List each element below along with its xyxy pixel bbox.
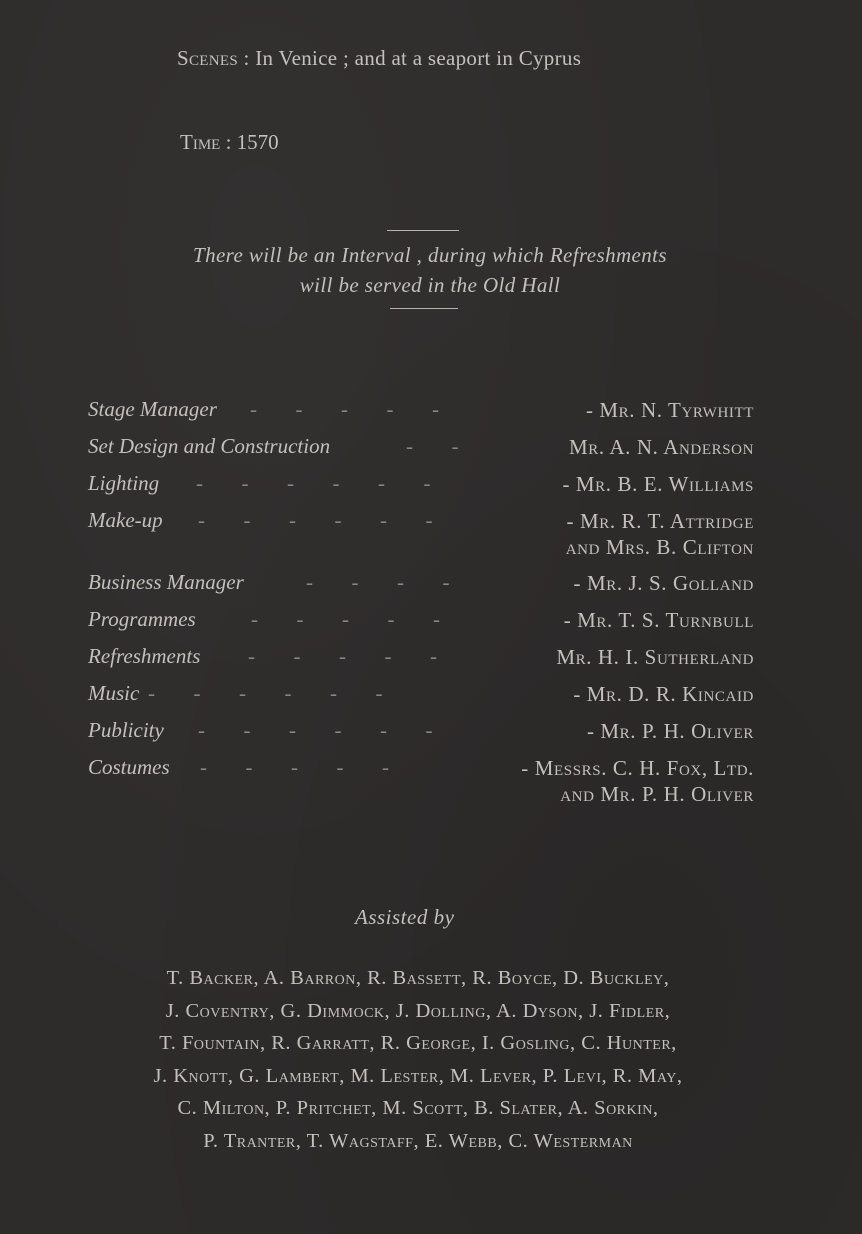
credit-name [556, 644, 754, 670]
divider-top [387, 230, 459, 231]
credit-row [88, 471, 758, 508]
credit-row [88, 434, 758, 471]
credit-row [88, 570, 758, 607]
credit-name [566, 508, 754, 560]
interval-line-2: will be served in the Old Hall [299, 273, 561, 297]
assistants-list [78, 962, 758, 1157]
credit-row [88, 397, 758, 434]
leader-dashes: - - [406, 434, 460, 458]
credit-name-line: - Messrs. C. H. Fox, Ltd. [521, 756, 754, 780]
credit-row [88, 607, 758, 644]
credit-row [88, 508, 758, 570]
credit-name-line: Mr. A. N. Anderson [569, 435, 754, 459]
leader-dashes: - - - - - - [198, 508, 434, 532]
credit-name [574, 570, 755, 596]
leader-dashes: - - - - - [248, 644, 438, 668]
credit-row [88, 718, 758, 755]
time-line [180, 130, 279, 155]
credit-name [569, 434, 754, 460]
credits-list [88, 397, 758, 817]
credit-name [573, 681, 754, 707]
credit-name-line: - Mr. R. T. Attridge [566, 509, 754, 533]
credit-name-line: and Mr. P. H. Oliver [560, 782, 754, 806]
leader-dashes: - - - - - - [198, 718, 434, 742]
credit-name-line: - Mr. B. E. Williams [562, 472, 754, 496]
credit-name-line: - Mr. J. S. Golland [573, 571, 754, 595]
scenes-label: Scenes : [177, 46, 250, 70]
leader-dashes: - - - - - - [148, 681, 384, 705]
leader-dashes: - - - - [306, 570, 451, 594]
leader-dashes: - - - - - [250, 397, 440, 421]
credit-name-line: - Mr. N. Tyrwhitt [585, 398, 754, 422]
scenes-text: In Venice ; and at a seaport in Cyprus [255, 46, 582, 70]
time-label: Time : [180, 130, 232, 154]
interval-line-1: There will be an Interval , during which Refreshments [192, 243, 667, 267]
credit-name [564, 607, 754, 633]
credit-role: Lighting [88, 471, 160, 495]
credit-name-line: - Mr. T. S. Turnbull [563, 608, 754, 632]
assistant-line: C. Milton, P. Pritchet, M. Scott, B. Slater, A. Sorkin, [177, 1097, 659, 1119]
credit-name [587, 718, 754, 744]
credit-name-line: - Mr. D. R. Kincaid [573, 682, 754, 706]
credit-role: Set Design and Construction [88, 434, 331, 458]
leader-dashes: - - - - - [251, 607, 441, 631]
credit-name [562, 471, 754, 497]
assistant-line: P. Tranter, T. Wagstaff, E. Webb, C. Westerman [203, 1129, 633, 1152]
leader-dashes: - - - - - [200, 755, 390, 779]
credit-role: Business Manager [88, 570, 244, 594]
credit-row [88, 755, 758, 817]
time-text: 1570 [236, 130, 279, 154]
credit-role: Refreshments [88, 644, 201, 668]
credit-row [88, 681, 758, 718]
credit-role: Programmes [88, 607, 196, 631]
credit-role: Costumes [88, 755, 170, 779]
credit-name [586, 397, 754, 423]
leader-dashes: - - - - - - [196, 471, 432, 495]
assistant-line: T. Backer, A. Barron, R. Bassett, R. Boyce, D. Buckley, [166, 967, 670, 989]
credit-role: Music [88, 681, 140, 705]
credit-name-line: and Mrs. B. Clifton [565, 535, 754, 559]
credit-role: Publicity [88, 718, 164, 742]
assistant-line: J. Knott, G. Lambert, M. Lester, M. Lever, P. Levi, R. May, [153, 1064, 683, 1087]
assistant-line: J. Coventry, G. Dimmock, J. Dolling, A. Dyson, J. Fidler, [165, 999, 671, 1022]
assisted-heading: Assisted by [355, 905, 455, 929]
scenes-line [177, 46, 581, 71]
credit-name-line: Mr. H. I. Sutherland [556, 645, 754, 669]
credit-role: Make-up [88, 508, 163, 532]
credit-name [521, 755, 754, 807]
credit-row [88, 644, 758, 681]
divider-bottom [390, 308, 458, 309]
credit-name-line: - Mr. P. H. Oliver [586, 719, 754, 743]
assistant-line: T. Fountain, R. Garratt, R. George, I. Gosling, C. Hunter, [159, 1032, 677, 1054]
credit-role: Stage Manager [88, 397, 217, 421]
interval-notice [100, 240, 760, 300]
